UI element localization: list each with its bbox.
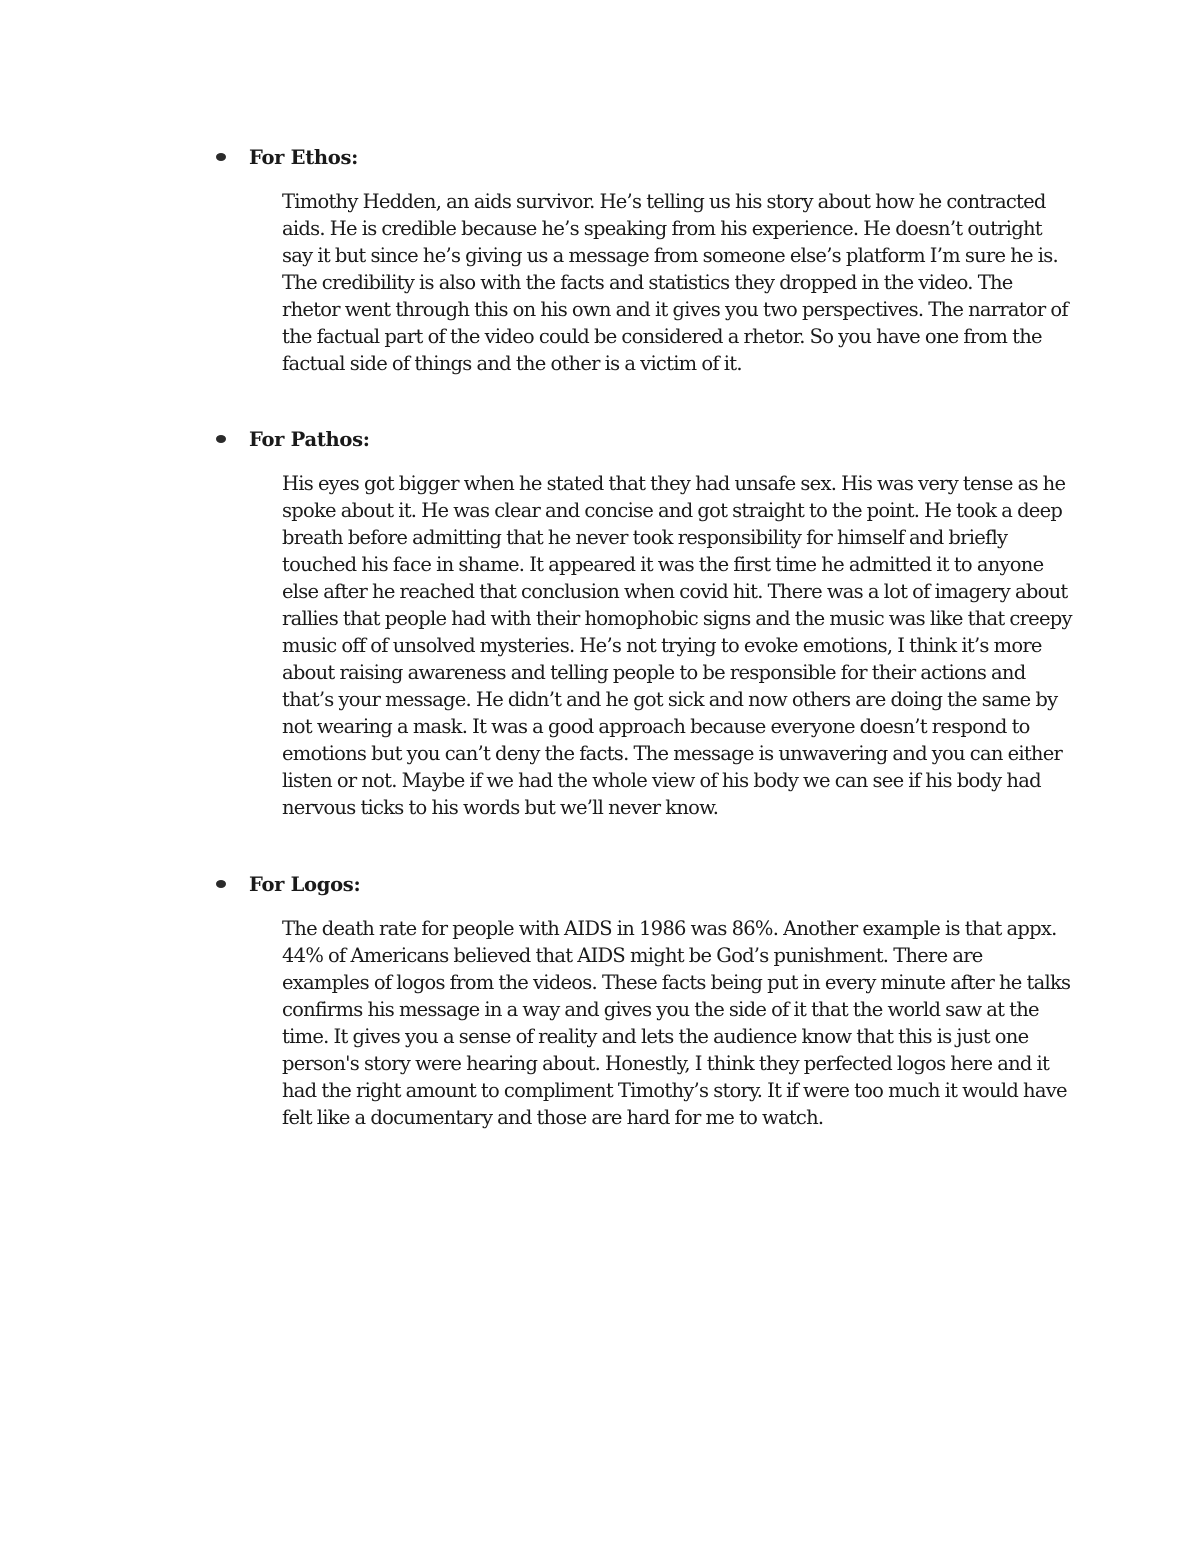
section-pathos — [212, 424, 1072, 821]
section-ethos — [212, 142, 1072, 377]
bullet-icon — [216, 880, 226, 888]
section-logos — [212, 869, 1072, 1131]
bullet-icon — [216, 153, 226, 161]
section-heading — [212, 869, 1072, 899]
section-body: Timothy Hedden, an aids survivor. He’s telling us his story about how he contracted aids. He is credible because he’s speaking from his experience. He doesn’t outright say it but since he’s giving us a message from someone else’s platform I’m sure he is. The credibility is also with the facts and statistics they dropped in the video. The rhetor went through this on his own and it gives you two perspectives. The narrator of the factual part of the video could be considered a rhetor. So you have one from the factual side of things and the other is a victim of it. — [282, 190, 1068, 375]
section-heading — [212, 142, 1072, 172]
heading-text: For Ethos: — [249, 145, 359, 169]
heading-text: For Logos: — [249, 872, 361, 896]
section-body: His eyes got bigger when he stated that they had unsafe sex. His was very tense as he spoke about it. He was clear and concise and got straight to the point. He took a deep breath before admitting that he never took responsibility for himself and briefly touched his face in shame. It appeared it was the first time he admitted it to anyone else after he reached that conclusion when covid hit. There was a lot of imagery about rallies that people had with their homophobic signs and the music was like that creepy music off of unsolved mysteries. He’s not trying to evoke emotions, I think it’s more about raising awareness and telling people to be responsible for their actions and that’s your message. He didn’t and he got sick and now others are doing the same by not wearing a mask. It was a good approach because everyone doesn’t respond to emotions but you can’t deny the facts. The message is unwavering and you can either listen or not. Maybe if we had the whole view of his body we can see if his body had nervous ticks to his words but we’ll never know. — [282, 472, 1072, 819]
section-body: The death rate for people with AIDS in 1986 was 86%. Another example is that appx. 44% of Americans believed that AIDS might be God’s punishment. There are examples of logos from the videos. These facts being put in every minute after he talks confirms his message in a way and gives you the side of it that the world saw at the time. It gives you a sense of reality and lets the audience know that this is just one person's story were hearing about. Honestly, I think they perfected logos here and it had the right amount to compliment Timothy’s story. It if were too much it would have felt like a documentary and those are hard for me to watch. — [282, 917, 1071, 1129]
section-heading — [212, 424, 1072, 454]
bullet-icon — [216, 435, 226, 443]
heading-text: For Pathos: — [249, 427, 370, 451]
